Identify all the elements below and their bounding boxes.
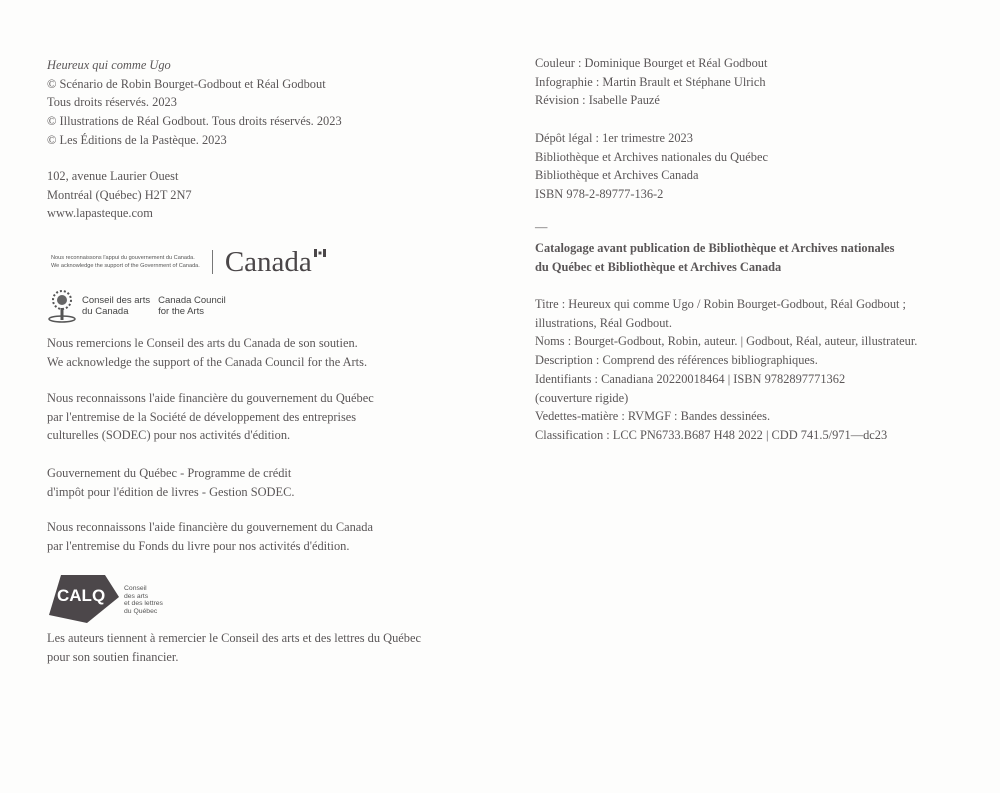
- acknowledgement-5: [47, 629, 421, 666]
- credit-line: Révision : Isabelle Pauzé: [535, 93, 660, 108]
- publisher-address: [47, 167, 192, 223]
- catalog-record: [535, 295, 917, 445]
- flag-icon: [314, 249, 326, 257]
- credit-line: Tous droits réservés. 2023: [47, 95, 177, 110]
- canada-logo: [47, 247, 326, 277]
- calq-logo: [47, 573, 207, 625]
- text-line: We acknowledge the support of the Canada Council for the Arts.: [47, 354, 368, 369]
- canada-logo-text: Nous reconnaissons l'appui du gouvernement du Canada.: [51, 255, 195, 261]
- isbn: ISBN 978-2-89777-136-2: [535, 187, 664, 202]
- address-line: 102, avenue Laurier Ouest: [47, 169, 179, 183]
- acknowledgement-1: [47, 334, 367, 371]
- canada-council-logo: [47, 290, 226, 326]
- address-line: Montréal (Québec) H2T 2N7: [47, 187, 192, 202]
- calq-text: Conseil: [124, 585, 147, 592]
- legal-line: Bibliothèque et Archives Canada: [535, 168, 699, 183]
- canada-logo-text: We acknowledge the support of the Government of Canada.: [51, 263, 200, 269]
- credit-line: Infographie : Martin Brault et Stéphane Ulrich: [535, 74, 766, 89]
- website-link[interactable]: www.lapasteque.com: [47, 206, 153, 221]
- catalog-line: Identifiants : Canadiana 20220018464 | ISBN 9782897771362: [535, 371, 846, 386]
- council-text: Canada Council: [158, 295, 226, 306]
- calq-text: des arts: [124, 592, 149, 600]
- credits-left: [47, 56, 342, 150]
- separator-dash: —: [535, 220, 548, 234]
- legal-line: Bibliothèque et Archives nationales du Québec: [535, 149, 768, 164]
- book-title: Heureux qui comme Ugo: [47, 58, 171, 72]
- credit-line: © Scénario de Robin Bourget-Godbout et Réal Godbout: [47, 76, 326, 91]
- council-text: du Canada: [82, 306, 129, 317]
- credit-line: Couleur : Dominique Bourget et Réal Godbout: [535, 56, 768, 70]
- catalog-line: Vedettes-matière : RVMGF : Bandes dessinées.: [535, 409, 771, 424]
- acknowledgement-3: [47, 464, 294, 501]
- legal-line: Dépôt légal : 1er trimestre 2023: [535, 131, 693, 145]
- catalog-line: (couverture rigide): [535, 390, 629, 405]
- text-line: pour son soutien financier.: [47, 649, 179, 664]
- catalog-heading: [535, 239, 894, 276]
- heading-line: Catalogage avant publication de Bibliothèque et Archives nationales: [535, 241, 895, 255]
- council-text: for the Arts: [158, 306, 205, 317]
- catalog-line: illustrations, Réal Godbout.: [535, 315, 672, 330]
- catalog-line: Description : Comprend des références bibliographiques.: [535, 353, 818, 368]
- tree-icon: [47, 290, 77, 324]
- text-line: par l'entremise de la Société de développement des entreprises: [47, 409, 357, 424]
- credit-line: © Les Éditions de la Pastèque. 2023: [47, 132, 227, 147]
- text-line: par l'entremise du Fonds du livre pour nos activités d'édition.: [47, 538, 350, 553]
- catalog-line: Classification : LCC PN6733.B687 H48 2022 | CDD 741.5/971—dc23: [535, 427, 888, 442]
- text-line: Les auteurs tiennent à remercier le Conseil des arts et des lettres du Québec: [47, 631, 421, 645]
- text-line: Nous remercions le Conseil des arts du Canada de son soutien.: [47, 336, 358, 350]
- calq-text: du Québec: [124, 607, 158, 615]
- heading-line: du Québec et Bibliothèque et Archives Canada: [535, 259, 782, 274]
- credits-right: [535, 54, 767, 110]
- legal-deposit: [535, 129, 768, 204]
- text-line: culturelles (SODEC) pour nos activités d'édition.: [47, 428, 291, 443]
- acknowledgement-4: [47, 518, 373, 555]
- council-text: Conseil des arts: [82, 295, 151, 306]
- divider: [212, 250, 213, 274]
- text-line: Gouvernement du Québec - Programme de crédit: [47, 466, 292, 480]
- canada-wordmark: Canada: [224, 246, 312, 278]
- text-line: Nous reconnaissons l'aide financière du gouvernement du Canada: [47, 520, 374, 534]
- credit-line: © Illustrations de Réal Godbout. Tous droits réservés. 2023: [47, 114, 342, 129]
- acknowledgement-2: [47, 389, 374, 445]
- catalog-line: Titre : Heureux qui comme Ugo / Robin Bourget-Godbout, Réal Godbout ;: [535, 297, 906, 311]
- calq-mark-text: CALQ: [57, 586, 106, 605]
- text-line: Nous reconnaissons l'aide financière du gouvernement du Québec: [47, 391, 374, 405]
- calq-text: et des lettres: [124, 600, 163, 608]
- catalog-line: Noms : Bourget-Godbout, Robin, auteur. | Godbout, Réal, auteur, illustrateur.: [535, 334, 918, 349]
- text-line: d'impôt pour l'édition de livres - Gestion SODEC.: [47, 484, 295, 499]
